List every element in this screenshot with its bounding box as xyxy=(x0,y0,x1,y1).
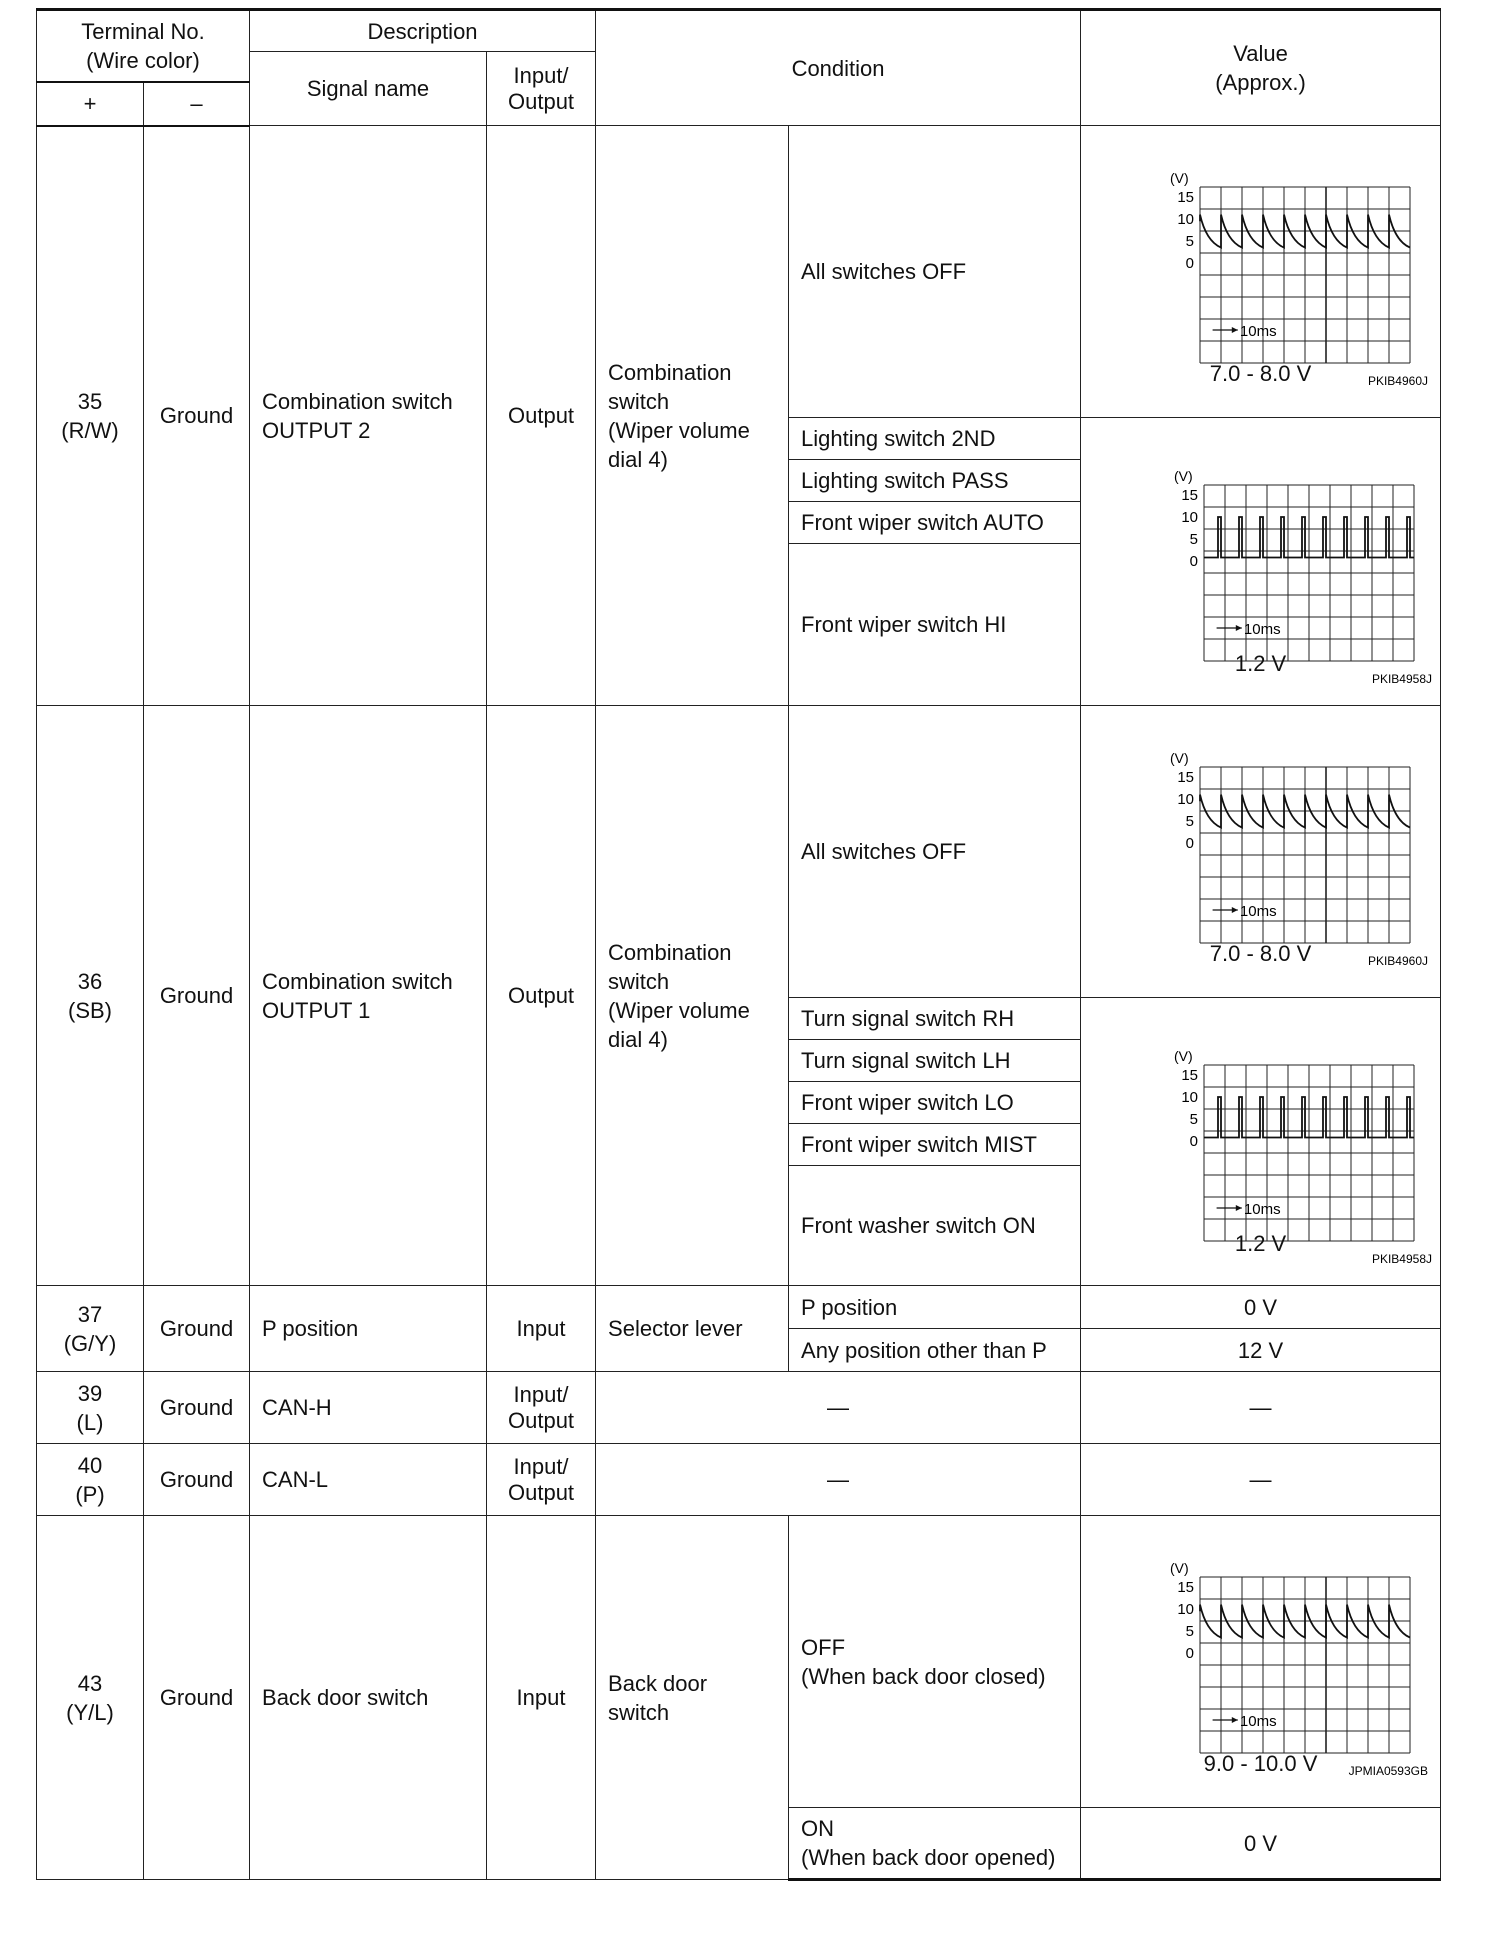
condition-cell: — xyxy=(596,1372,1081,1444)
scope-tick-label: 10 xyxy=(1176,791,1194,808)
terminal-cell xyxy=(37,1286,144,1372)
scope-time-arrow xyxy=(1231,907,1237,913)
scope-time-arrow xyxy=(1235,1205,1241,1211)
figure-code-label: PKIB4958J xyxy=(1371,1252,1432,1266)
terminal-cell xyxy=(37,126,144,706)
minus-cell: Ground xyxy=(144,1516,250,1880)
sub-condition-cell: Front wiper switch HI xyxy=(789,544,1081,706)
scope-tick-label: 15 xyxy=(1176,189,1194,206)
minus-cell: Ground xyxy=(144,126,250,706)
terminal-number: 40 xyxy=(77,1452,103,1478)
value-text: 7.0 - 8.0 V xyxy=(1209,361,1312,386)
signal-name-cell: CAN-H xyxy=(250,1372,487,1444)
scope-tick-label: 15 xyxy=(1176,1579,1194,1596)
io-cell: Input/ Output xyxy=(487,1444,596,1516)
signal-name-cell: P position xyxy=(250,1286,487,1372)
wire-color: (G/Y) xyxy=(63,1330,117,1356)
sub-condition-cell: Front wiper switch MIST xyxy=(789,1124,1081,1166)
scope-tick-label: 5 xyxy=(1185,1623,1194,1640)
header-condition: Condition xyxy=(596,10,1081,126)
sub-condition-cell: ON (When back door opened) xyxy=(789,1808,1081,1880)
header-approx-text: (Approx.) xyxy=(1215,70,1306,95)
value-cell xyxy=(1081,126,1441,418)
signal-name-cell: Back door switch xyxy=(250,1516,487,1880)
sub-condition-cell: Turn signal switch RH xyxy=(789,998,1081,1040)
header-terminal-no xyxy=(37,10,250,82)
condition-cell: Back door switch xyxy=(596,1516,789,1880)
minus-cell: Ground xyxy=(144,1372,250,1444)
terminal-cell xyxy=(37,1372,144,1444)
scope-tick-label: 0 xyxy=(1185,255,1194,272)
scope-tick-label: 5 xyxy=(1185,233,1194,250)
figure-code-label: JPMIA0593GB xyxy=(1348,1764,1428,1778)
io-cell: Output xyxy=(487,126,596,706)
scope-tick-label: 5 xyxy=(1189,531,1198,548)
terminal-number: 36 xyxy=(77,968,103,994)
wire-color: (Y/L) xyxy=(66,1699,114,1725)
value-text: 9.0 - 10.0 V xyxy=(1203,1751,1318,1776)
scope-tick-label: 10 xyxy=(1176,1601,1194,1618)
terminal-cell xyxy=(37,706,144,1286)
value-cell xyxy=(1081,706,1441,998)
header-description: Description xyxy=(250,10,596,52)
scope-tick-label: 15 xyxy=(1176,769,1194,786)
terminal-number: 37 xyxy=(77,1301,103,1327)
scope-unit-label: (V) xyxy=(1173,468,1193,484)
scope-tick-label: 10 xyxy=(1180,509,1198,526)
value-cell: 0 V xyxy=(1081,1808,1441,1880)
minus-cell: Ground xyxy=(144,706,250,1286)
header-input-output: Input/ Output xyxy=(487,52,596,126)
sub-condition-cell: Lighting switch PASS xyxy=(789,460,1081,502)
condition-cell: Combination switch (Wiper volume dial 4) xyxy=(596,126,789,706)
table-row xyxy=(37,706,1441,998)
sub-condition-cell: Front wiper switch LO xyxy=(789,1082,1081,1124)
scope-tick-label: 15 xyxy=(1180,1067,1198,1084)
scope-unit-label: (V) xyxy=(1173,1048,1193,1064)
figure-code-label: PKIB4958J xyxy=(1371,672,1432,686)
header-minus: – xyxy=(144,82,250,126)
value-cell xyxy=(1081,998,1441,1286)
sub-condition-cell: All switches OFF xyxy=(789,126,1081,418)
scope-time-label: 10ms xyxy=(1239,1713,1277,1730)
scope-time-arrow xyxy=(1231,327,1237,333)
table-row xyxy=(37,126,1441,418)
sub-condition-cell: P position xyxy=(789,1286,1081,1329)
figure-code-label: PKIB4960J xyxy=(1367,954,1428,968)
io-cell: Input xyxy=(487,1286,596,1372)
scope-tick-label: 5 xyxy=(1185,813,1194,830)
value-text: 7.0 - 8.0 V xyxy=(1209,941,1312,966)
sub-condition-cell: Front wiper switch AUTO xyxy=(789,502,1081,544)
signal-name-cell: CAN-L xyxy=(250,1444,487,1516)
header-value-text: Value xyxy=(1233,41,1288,66)
wire-color: (SB) xyxy=(68,997,112,1023)
terminal-table-container xyxy=(36,8,1440,1881)
scope-tick-label: 0 xyxy=(1185,1645,1194,1662)
scope-tick-label: 10 xyxy=(1180,1089,1198,1106)
value-cell: 0 V xyxy=(1081,1286,1441,1329)
value-cell xyxy=(1081,1516,1441,1808)
table-row xyxy=(37,1372,1441,1444)
header-signal-name: Signal name xyxy=(250,52,487,126)
terminal-number: 39 xyxy=(77,1380,103,1406)
sub-condition-cell: OFF (When back door closed) xyxy=(789,1516,1081,1808)
sub-condition-cell: Front washer switch ON xyxy=(789,1166,1081,1286)
wire-color: (R/W) xyxy=(61,417,119,443)
signal-name-cell: Combination switch OUTPUT 2 xyxy=(250,126,487,706)
value-cell: 12 V xyxy=(1081,1329,1441,1372)
sub-condition-cell: All switches OFF xyxy=(789,706,1081,998)
scope-tick-label: 15 xyxy=(1180,487,1198,504)
table-row xyxy=(37,1516,1441,1808)
scope-unit-label: (V) xyxy=(1169,1560,1189,1576)
value-text: 1.2 V xyxy=(1234,1231,1287,1256)
scope-tick-label: 10 xyxy=(1176,211,1194,228)
value-cell: — xyxy=(1081,1372,1441,1444)
wire-color: (L) xyxy=(76,1409,104,1435)
minus-cell: Ground xyxy=(144,1444,250,1516)
scope-tick-label: 0 xyxy=(1189,553,1198,570)
scope-time-label: 10ms xyxy=(1239,323,1277,340)
header-plus: + xyxy=(37,82,144,126)
scope-time-arrow xyxy=(1235,625,1241,631)
scope-tick-label: 0 xyxy=(1189,1133,1198,1150)
terminal-cell xyxy=(37,1444,144,1516)
wire-color: (P) xyxy=(75,1481,105,1507)
terminal-table xyxy=(36,8,1441,1881)
condition-cell: Combination switch (Wiper volume dial 4) xyxy=(596,706,789,1286)
io-cell: Output xyxy=(487,706,596,1286)
signal-name-cell: Combination switch OUTPUT 1 xyxy=(250,706,487,1286)
table-row xyxy=(37,1286,1441,1329)
value-cell xyxy=(1081,418,1441,706)
terminal-cell xyxy=(37,1516,144,1880)
figure-code-label: PKIB4960J xyxy=(1367,374,1428,388)
header-wire-color-text: (Wire color) xyxy=(86,47,200,73)
terminal-number: 35 xyxy=(77,388,103,414)
condition-cell: Selector lever xyxy=(596,1286,789,1372)
scope-unit-label: (V) xyxy=(1169,170,1189,186)
sub-condition-cell: Any position other than P xyxy=(789,1329,1081,1372)
scope-unit-label: (V) xyxy=(1169,750,1189,766)
table-row xyxy=(37,1444,1441,1516)
io-cell: Input xyxy=(487,1516,596,1880)
minus-cell: Ground xyxy=(144,1286,250,1372)
scope-tick-label: 5 xyxy=(1189,1111,1198,1128)
condition-cell: — xyxy=(596,1444,1081,1516)
header-value xyxy=(1081,10,1441,126)
scope-time-label: 10ms xyxy=(1243,1201,1281,1218)
value-cell: — xyxy=(1081,1444,1441,1516)
terminal-number: 43 xyxy=(77,1670,103,1696)
sub-condition-cell: Lighting switch 2ND xyxy=(789,418,1081,460)
header-terminal-no-text: Terminal No. xyxy=(81,18,205,44)
value-text: 1.2 V xyxy=(1234,651,1287,676)
io-cell: Input/ Output xyxy=(487,1372,596,1444)
scope-tick-label: 0 xyxy=(1185,835,1194,852)
scope-time-label: 10ms xyxy=(1239,903,1277,920)
sub-condition-cell: Turn signal switch LH xyxy=(789,1040,1081,1082)
scope-time-arrow xyxy=(1231,1717,1237,1723)
scope-time-label: 10ms xyxy=(1243,621,1281,638)
